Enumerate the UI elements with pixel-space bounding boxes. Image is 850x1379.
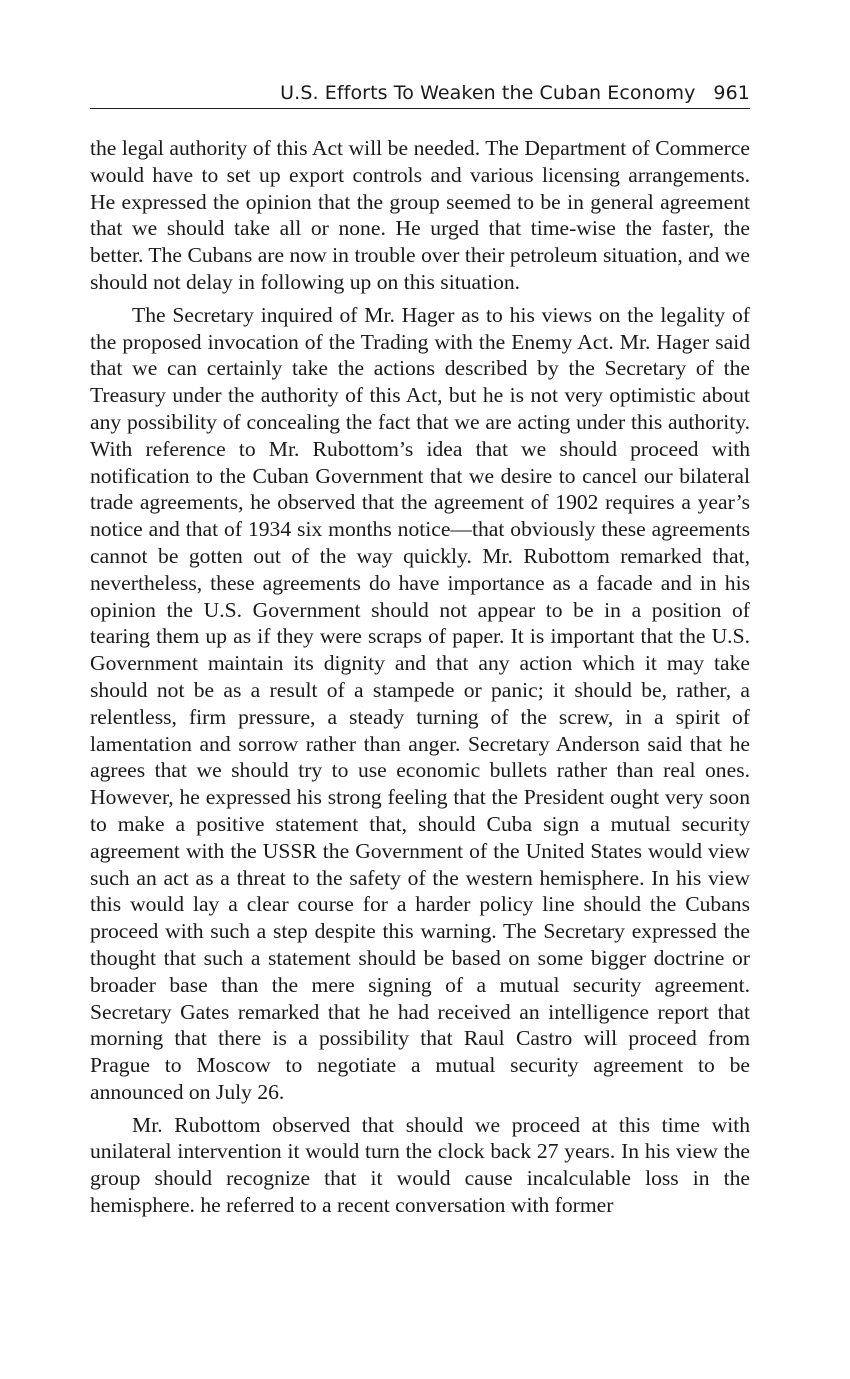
paragraph-continued: the legal authority of this Act will be needed. The Department of Commerce would have to set up export controls and various licensing arrangements. He expressed the opinion that the group seemed to be in general agreement that we should take all or none. He urged that time-wise the faster, the better. The Cubans are now in trouble over their petroleum situation, and we should not delay in following up on this situation. <box>90 136 750 294</box>
paragraph: The Secretary inquired of Mr. Hager as to his views on the legality of the proposed invocation of the Trading with the Enemy Act. Mr. Hager said that we can certainly take the actions described by the Secretary of the Treasury under the authority of this Act, but he is not very optimistic about any possibility of concealing the fact that we are acting under this authority. With reference to Mr. Rubottom’s idea that we should proceed with notification to the Cuban Government that we desire to cancel our bilateral trade agreements, he observed that the agreement of 1902 requires a year’s notice and that of 1934 six months notice—that obviously these agreements cannot be gotten out of the way quickly. Mr. Rubottom remarked that, nevertheless, these agreements do have importance as a facade and in his opinion the U.S. Government should not appear to be in a position of tearing them up as if they were scraps of paper. It is important that the U.S. Government maintain its dignity and that any action which it may take should not be as a result of a stampede or panic; it should be, rather, a relentless, firm pressure, a steady turning of the screw, in a spirit of lamentation and sorrow rather than anger. Secretary Anderson said that he agrees that we should try to use economic bullets rather than real ones. However, he expressed his strong feeling that the President ought very soon to make a positive statement that, should Cuba sign a mutual security agreement with the USSR the Government of the United States would view such an act as a threat to the safety of the western hemisphere. In his view this would lay a clear course for a harder policy line should the Cubans proceed with such a step despite this warning. The Secretary expressed the thought that such a statement should be based on some bigger doctrine or broader base than the mere signing of a mutual security agreement. Secretary Gates remarked that he had received an intelligence report that morning that there is a possibility that Raul Castro will proceed from Prague to Moscow to negotiate a mutual security agreement to be announced on July 26. <box>90 302 750 1104</box>
page-number: 961 <box>713 82 750 104</box>
running-header-title: U.S. Efforts To Weaken the Cuban Economy <box>280 82 696 104</box>
body-text <box>90 135 750 1219</box>
paragraph: Mr. Rubottom observed that should we proceed at this time with unilateral intervention it would turn the clock back 27 years. In his view the group should recognize that it would cause incalculable loss in the hemisphere. he referred to a recent conversation with former <box>90 1112 750 1218</box>
document-page <box>90 78 750 1225</box>
running-header <box>90 78 750 109</box>
